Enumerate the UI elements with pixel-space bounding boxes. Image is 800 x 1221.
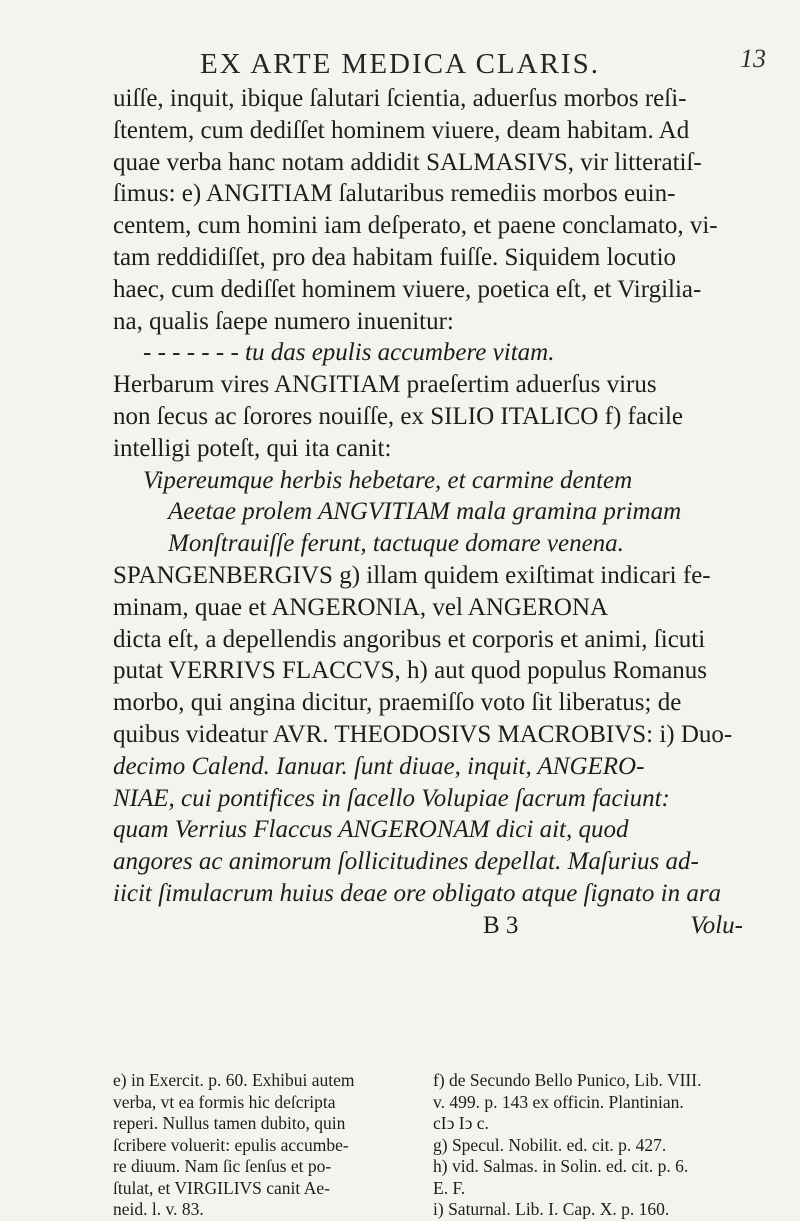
text-line: quam Verrius Flaccus ANGERONAM dici ait, quod [113,816,629,844]
text-line: na, qualis ſaepe numero inuenitur: [113,307,454,335]
text-line: uiſſe, inquit, ibique ſalutari ſcientia, aduerſus morbos reſi- [113,85,687,112]
footnote-line: h) vid. Salmas. in Solin. ed. cit. p. 6. [433,1156,689,1176]
page-number: 13 [740,44,766,73]
main-text-block [113,83,743,941]
text-line: dicta eſt, a depellendis angoribus et corporis et animi, ſicuti [113,625,706,653]
footnote-line: re diuum. Nam ſic ſenſus et po- [113,1156,332,1176]
text-line: angores ac animorum ſollicitudines depellat. Maſurius ad- [113,848,699,876]
quoted-verse-line: Vipereumque herbis hebetare, et carmine dentem [143,466,633,494]
text-line: ſimus: e) ANGITIAM ſalutaribus remediis morbos euin- [113,180,676,208]
text-line: non ſecus ac ſorores nouiſſe, ex SILIO ITALICO f) facile [113,402,684,430]
text-line: quibus videatur AVR. THEODOSIVS MACROBIVS: i) Duo- [113,720,733,748]
footnotes-left-column [113,1070,423,1221]
quoted-verse-line: Monſtrauiſſe ferunt, tactuque domare venena. [168,530,624,558]
text-line: SPANGENBERGIVS g) illam quidem exiſtimat indicari fe- [113,561,711,589]
footnotes-right-column [433,1070,743,1221]
footnote-line: E. F. [433,1177,466,1198]
footnote-line: ſtulat, et VIRGILIVS canit Ae- [113,1177,330,1198]
text-line: morbo, qui angina dicitur, praemiſſo voto ſit liberatus; de [113,689,682,717]
catchline [113,910,743,941]
footnote-line: cIↄ Iↄ c. [433,1113,489,1133]
signature-mark: B 3 [483,911,519,939]
text-line: minam, quae et ANGERONIA, vel ANGERONA [113,593,609,621]
footnote-line: v. 499. p. 143 ex officin. Plantinian. [433,1091,684,1112]
quoted-verse-line: Aeetae prolem ANGVITIAM mala gramina primam [168,498,682,526]
text-line: ſtentem, cum dediſſet hominem viuere, deam habitam. Ad [113,116,690,144]
footnote-line: f) de Secundo Bello Punico, Lib. VIII. [433,1070,702,1090]
text-line: NIAE, cui pontifices in ſacello Volupiae ſacrum faciunt: [113,784,670,812]
footnote-line: e) in Exercit. p. 60. Exhibui autem [113,1070,355,1090]
text-line: haec, cum dediſſet hominem viuere, poetica eſt, et Virgilia- [113,275,702,303]
text-line: Herbarum vires ANGITIAM praeſertim aduerſus virus [113,371,657,399]
footnote-line: verba, vt ea formis hic deſcripta [113,1091,336,1112]
footnote-line: g) Specul. Nobilit. ed. cit. p. 427. [433,1134,667,1155]
text-line: centem, cum homini iam deſperato, et paene conclamato, vi- [113,212,718,240]
text-line: decimo Calend. Ianuar. ſunt diuae, inquit, ANGERO- [113,752,645,780]
running-head: EX ARTE MEDICA CLARIS. [200,48,600,80]
catchword: Volu- [690,911,743,939]
text-line: quae verba hanc notam addidit SALMASIVS, vir litteratiſ- [113,148,702,176]
footnote-line: i) Saturnal. Lib. I. Cap. X. p. 160. [433,1199,670,1219]
text-line: putat VERRIVS FLACCVS, h) aut quod populus Romanus [113,657,708,685]
text-line: tam reddidiſſet, pro dea habitam fuiſſe. Siquidem locutio [113,243,677,271]
text-line: iicit ſimulacrum huius deae ore obligato atque ſignato in ara [113,879,722,907]
quoted-verse-line: - - - - - - - tu das epulis accumbere vitam. [143,339,555,367]
text-line: intelligi poteſt, qui ita canit: [113,434,392,462]
footnote-line: ſcribere voluerit: epulis accumbe- [113,1134,349,1155]
footnote-line: neid. l. v. 83. [113,1199,204,1219]
footnote-line: reperi. Nullus tamen dubito, quin [113,1113,346,1133]
